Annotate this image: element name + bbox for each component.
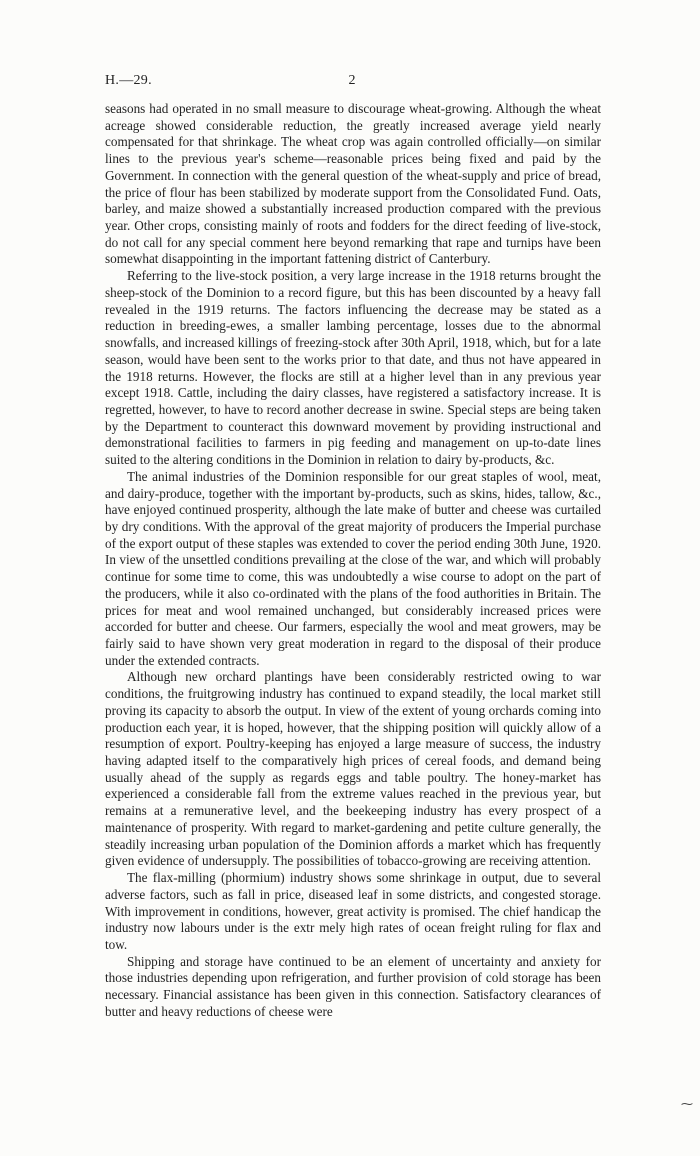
paragraph-live-stock: Referring to the live-stock position, a very large increase in the 1918 returns brought the sheep-stock of the Dominion to a record figure, but this has been discounted by a heavy fall revealed in the 1919 returns. The factors influencing the decrease may be stated as a reduction in breeding-ewes, a smaller lambing percentage, losses due to the abnormal snowfalls, and increased killings of freezing-stock after 30th April, 1918, which, but for a late season, would have been sent to the works prior to that date, and thus not have appeared in the 1918 returns. However, the flocks are still at a higher level than in any previous year except 1918. Cattle, including the dairy classes, have registered a satisfactory increase. It is regretted, however, to have to record another decrease in swine. Special steps are being taken by the Department to counteract this downward movement by providing instructional and demonstrational facilities to farmers in pig feeding and management on up-to-date lines suited to the altering conditions in the Dominion in relation to dairy by-products, &c.: [105, 268, 601, 468]
paragraph-orchards-poultry: Although new orchard plantings have been considerably restricted owing to war conditions, the fruitgrowing industry has continued to expand steadily, the local market still proving its capacity to absorb the output. In view of the extent of young orchards coming into production each year, it is hoped, however, that the shipping position will quickly allow of a resumption of export. Poultry-keeping has enjoyed a large measure of success, the industry having adapted itself to the comparatively high prices of cereal foods, and demand being usually ahead of the supply as regards eggs and table poultry. The honey-market has experienced a considerable fall from the extreme values reached in the previous year, but remains at a remunerative level, and the beekeeping industry has every prospect of a maintenance of prosperity. With regard to market-gardening and petite culture generally, the steadily increasing urban population of the Dominion affords a market which has frequently given evidence of undersupply. The possibilities of tobacco-growing are receiving attention.: [105, 669, 601, 869]
page-number: 2: [348, 73, 356, 88]
paragraph-shipping-storage: Shipping and storage have continued to be an element of uncertainty and anxiety for those industries depending upon refrigeration, and further provision of cold storage has been necessary. Financial assistance has been given in this connection. Satisfactory clearances of butter and heavy reductions of cheese were: [105, 953, 601, 1019]
body-text: [105, 101, 601, 1021]
page-header: [105, 73, 599, 93]
paragraph-flax-milling: The flax-milling (phormium) industry shows some shrinkage in output, due to several adverse factors, such as fall in price, diseased leaf in some districts, and congested storage. With improvement in conditions, however, great activity is promised. The chief handicap the industry now labours under is the extr mely high rates of ocean freight ruling for flax and tow.: [105, 870, 601, 952]
document-reference: H.—29.: [105, 73, 152, 88]
paragraph-animal-industries: The animal industries of the Dominion responsible for our great staples of wool, meat, and dairy-produce, together with the important by-products, such as skins, hides, tallow, &c., have enjoyed continued prosperity, although the late make of butter and cheese was curtailed by dry conditions. With the approval of the great majority of producers the Imperial purchase of the export output of these staples was extended to cover the period ending 30th June, 1920. In view of the unsettled conditions prevailing at the close of the war, and which will probably continue for some time to come, this was undoubtedly a wise course to adopt on the part of the producers, while it also co-ordinated with the plans of the food authorities in Britain. The prices for meat and wool remained unchanged, but considerably increased prices were accorded for butter and cheese. Our farmers, especially the wool and meat growers, may be fairly said to have shown very great moderation in regard to the disposal of their produce under the extended contracts.: [105, 468, 601, 668]
paragraph-wheat-crops: seasons had operated in no small measure to discourage wheat-growing. Although the wheat acreage showed considerable reduction, the greatly increased average yield nearly compensated for that shrinkage. The wheat crop was again controlled officially—on similar lines to the previous year's scheme—reasonable prices being fixed and paid by the Government. In connection with the general question of the wheat-supply and price of bread, the price of flour has been stabilized by moderate support from the Consolidated Fund. Oats, barley, and maize showed a substantially increased production compared with the previous year. Other crops, consisting mainly of roots and fodders for the direct feeding of live-stock, do not call for any special comment here beyond remarking that rape and turnips have been somewhat disappointing in the important fattening district of Canterbury.: [105, 101, 601, 267]
page-edge-mark: ⁓: [681, 1097, 693, 1111]
